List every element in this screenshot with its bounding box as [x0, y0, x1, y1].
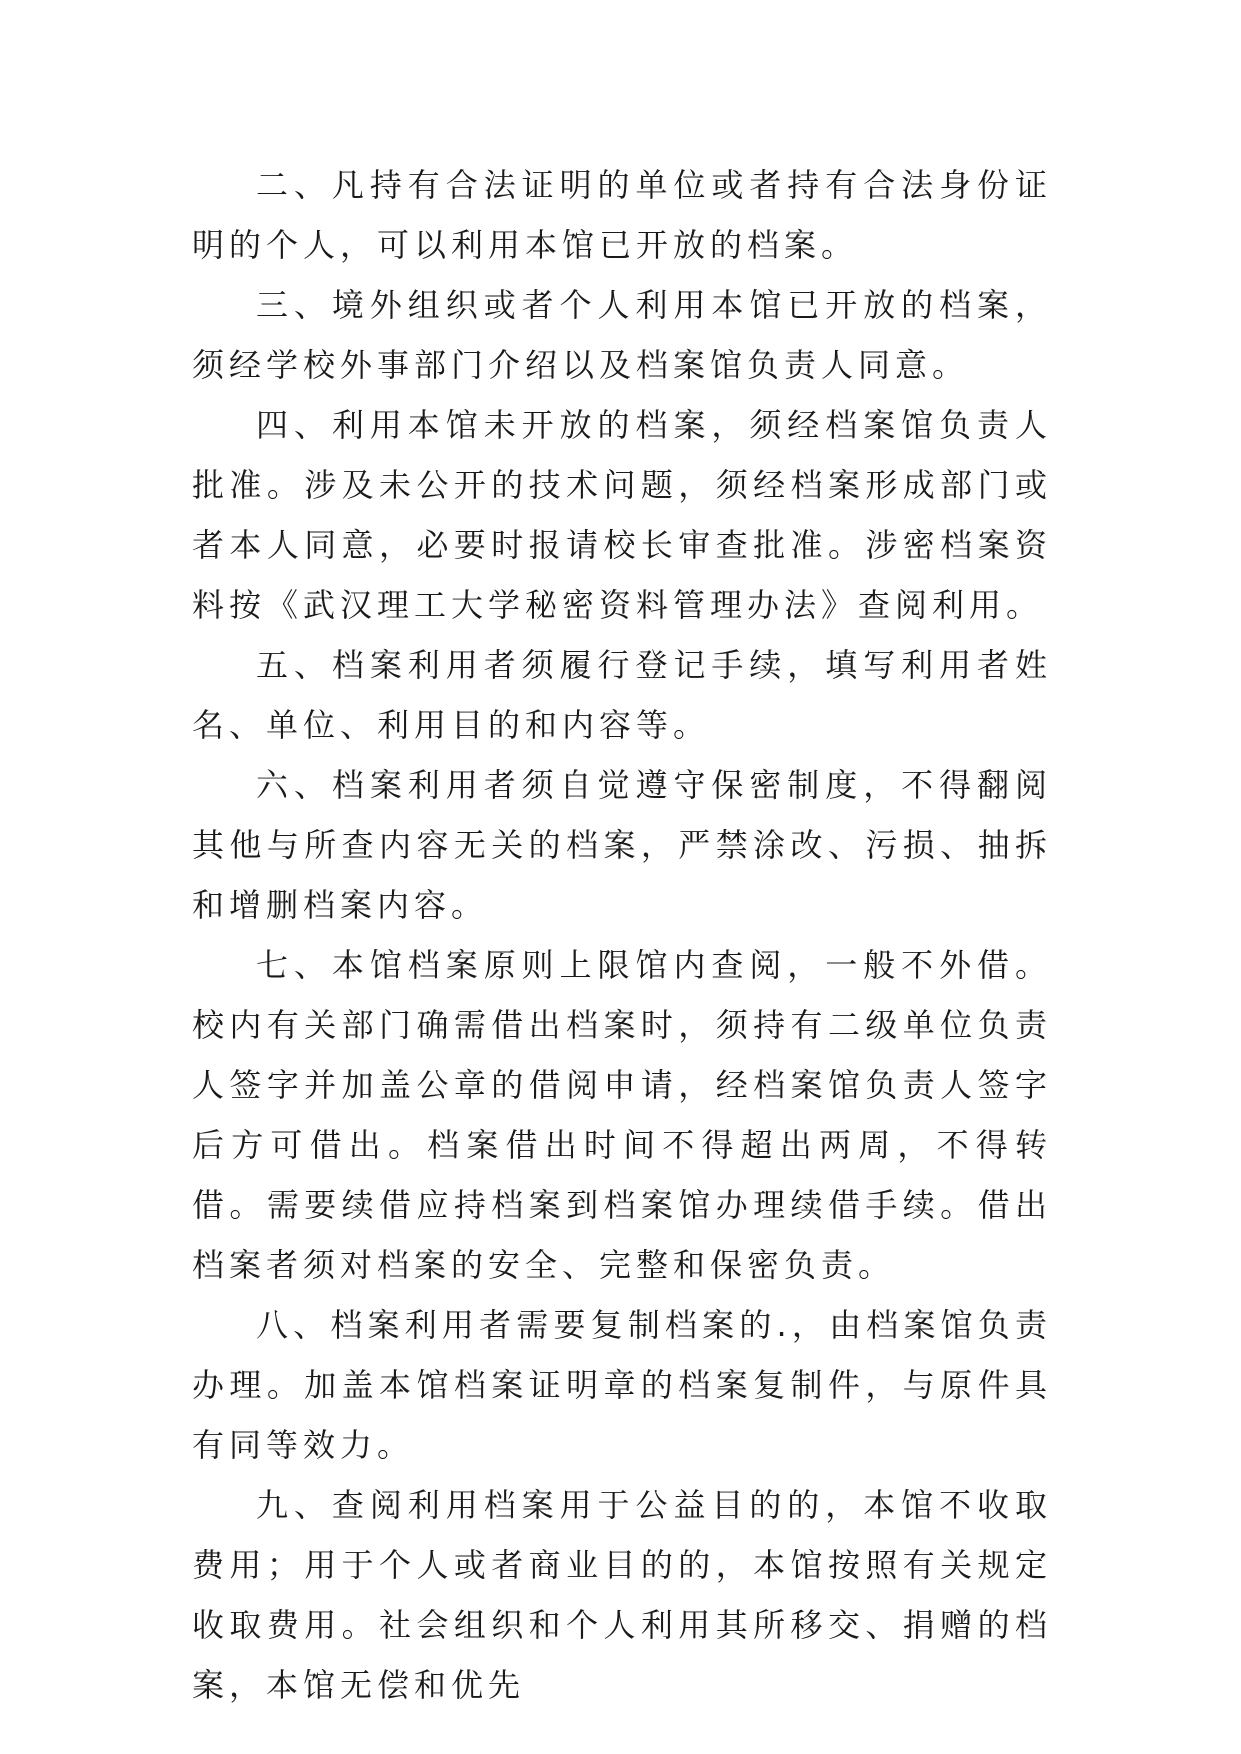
document-body	[192, 155, 1052, 1715]
paragraph-2: 二、凡持有合法证明的单位或者持有合法身份证明的个人，可以利用本馆已开放的档案。	[192, 166, 1052, 264]
paragraph-3: 三、境外组织或者个人利用本馆已开放的档案，须经学校外事部门介绍以及档案馆负责人同意。	[192, 286, 1052, 384]
paragraph-8: 八、档案利用者需要复制档案的.，由档案馆负责办理。加盖本馆档案证明章的档案复制件，与原件具有同等效力。	[192, 1306, 1052, 1464]
paragraph-5: 五、档案利用者须履行登记手续，填写利用者姓名、单位、利用目的和内容等。	[192, 646, 1052, 744]
paragraph-9: 九、查阅利用档案用于公益目的的，本馆不收取费用；用于个人或者商业目的的，本馆按照有关规定收取费用。社会组织和个人利用其所移交、捐赠的档案，本馆无偿和优先	[192, 1486, 1052, 1704]
paragraph-4: 四、利用本馆未开放的档案，须经档案馆负责人批准。涉及未公开的技术问题，须经档案形成部门或者本人同意，必要时报请校长审查批准。涉密档案资料按《武汉理工大学秘密资料管理办法》查阅利用。	[192, 406, 1052, 624]
paragraph-7: 七、本馆档案原则上限馆内查阅，一般不外借。校内有关部门确需借出档案时，须持有二级单位负责人签字并加盖公章的借阅申请，经档案馆负责人签字后方可借出。档案借出时间不得超出两周，不得转借。需要续借应持档案到档案馆办理续借手续。借出档案者须对档案的安全、完整和保密负责。	[192, 946, 1052, 1284]
paragraph-6: 六、档案利用者须自觉遵守保密制度，不得翻阅其他与所查内容无关的档案，严禁涂改、污损、抽拆和增删档案内容。	[192, 766, 1052, 924]
